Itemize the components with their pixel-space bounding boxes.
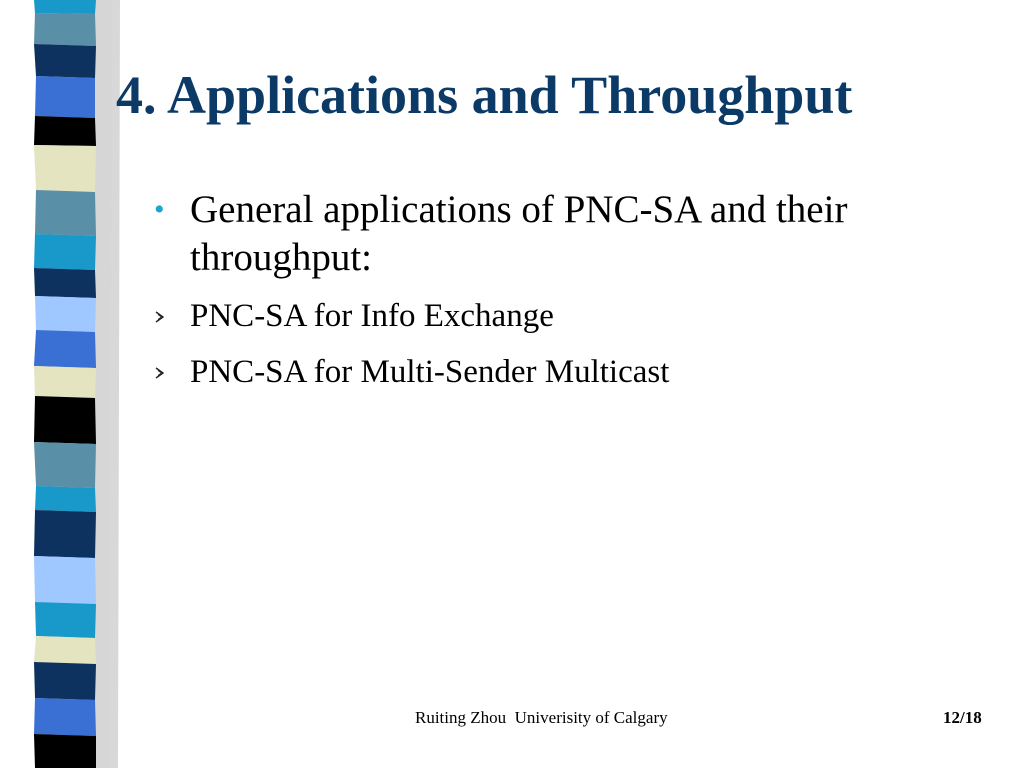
- page-number: 12/18: [943, 708, 982, 727]
- list-item: [152, 296, 912, 336]
- list-item-text: PNC-SA for Info Exchange: [190, 298, 554, 334]
- round-bullet-icon: •: [154, 193, 165, 226]
- slide-title: 4. Applications and Throughput: [116, 65, 853, 125]
- footer-author: Ruiting Zhou Univerisity of Calgary: [415, 708, 668, 727]
- list-item: [152, 186, 890, 282]
- list-item: [152, 352, 912, 392]
- bullet-list: [152, 186, 912, 392]
- list-item-text: General applications of PNC-SA and their throughput:: [190, 188, 848, 279]
- chevron-bullet-icon: [153, 366, 167, 380]
- decorative-stripe-band: [0, 0, 130, 768]
- chevron-bullet-icon: [153, 310, 167, 324]
- list-item-text: PNC-SA for Multi-Sender Multicast: [190, 354, 670, 390]
